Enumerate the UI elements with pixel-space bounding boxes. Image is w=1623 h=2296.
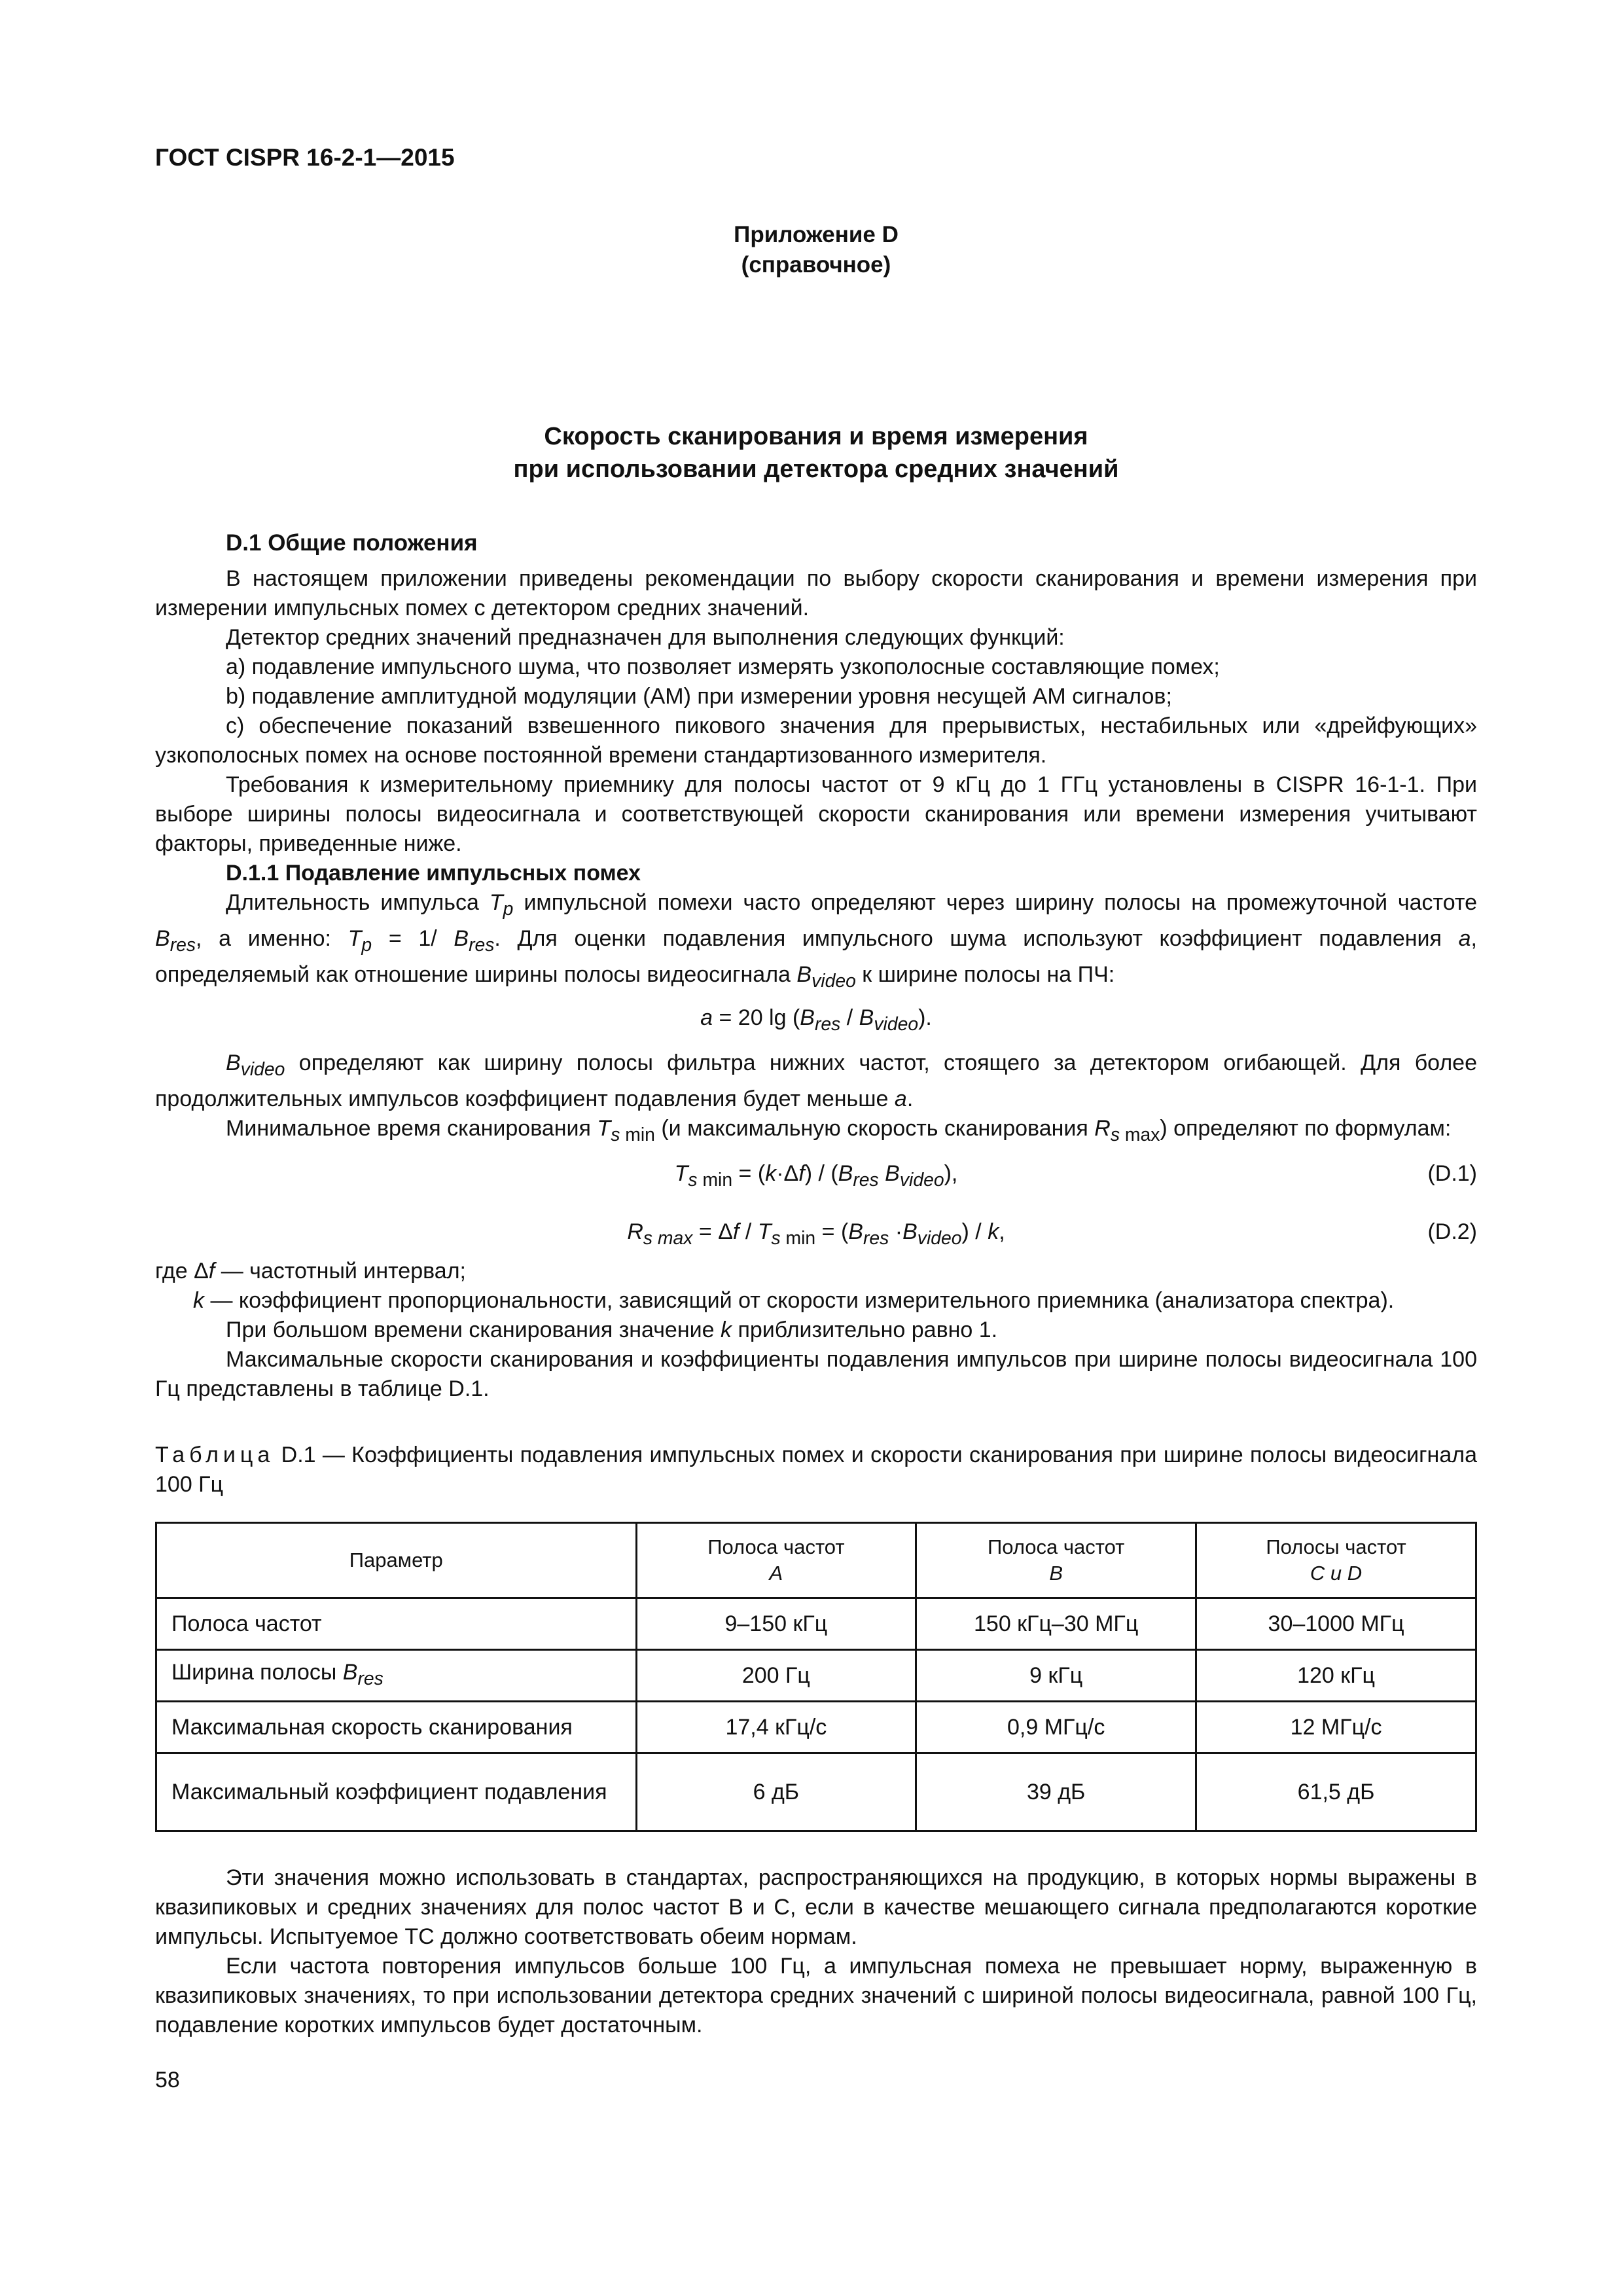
annex-heading — [155, 220, 1477, 280]
table-d1 — [155, 1522, 1477, 1832]
paragraph-scan-time: Минимальное время сканирования $T_s$ $_{min}$ (и максимальную скорость сканирования $R_s$ $_{max}$) определяют по формулам: — [226, 1115, 1452, 1145]
column-header: Полоса частот B — [916, 1523, 1196, 1598]
paragraph: Эти значения можно использовать в стандартах, распространяющихся на продукцию, в которых нормы выражены в квазипиковых и средних значениях для полос частот B и C, если в качестве мешающего сигнала предполагаются короткие импульсы. Испытуемое ТС должно соответствовать обеим нормам. — [155, 1865, 1477, 1950]
paragraph-bvideo: $B_{video}$ определяют как ширину полосы фильтра нижних частот, стоящего за детектором огибающей. Для более продолжительных импульсов коэффициент подавления будет меньше a. — [155, 1050, 1478, 1111]
equation-d2: $R_{s max} = \Delta f / T_s$ $_{min} = (B_{res} \cdot B_{video}) / k$, (D.2) — [155, 1217, 1477, 1253]
document-id: ГОСТ CISPR 16-2-1—2015 — [155, 144, 455, 171]
table-cell: 39 дБ — [916, 1753, 1196, 1831]
paragraph-pulse-duration: Длительность импульса $T_p$ импульсной помехи часто определяют через ширину полосы на промежуточной частоте $B_{res}$, а именно: $T_p = 1/$ $B_{res}$. Для оценки подавления импульсного шума используют коэффициент подавления a, определяемый как отношение ширины полосы видеосигнала $B_{video}$ к ширине полосы на ПЧ: — [155, 890, 1478, 992]
table-cell: 61,5 дБ — [1196, 1753, 1476, 1831]
table-cell: 120 кГц — [1196, 1650, 1476, 1702]
column-header: Параметр — [156, 1523, 637, 1598]
table-cell: 6 дБ — [636, 1753, 916, 1831]
paragraph: Требования к измерительному приемнику для полосы частот от 9 кГц до 1 ГГц установлены в CISPR 16-1-1. При выборе ширины полосы видеосигнала и соответствующей скорости сканирования или времени измерения учитывают факторы, приведенные ниже. — [155, 772, 1477, 856]
table-row — [156, 1650, 1476, 1702]
paragraph: В настоящем приложении приведены рекомендации по выбору скорости сканирования и времени измерения при измерении импульсных помех с детектором средних значений. — [155, 566, 1477, 620]
table-header-row — [156, 1523, 1476, 1598]
list-item-c: c) обеспечение показаний взвешенного пикового значения для прерывистых, нестабильных или «дрейфующих» узкополосных помех на основе постоянной времени стандартизованного измерителя. — [155, 713, 1477, 768]
table-cell: Ширина полосы $B_{res}$ — [156, 1650, 637, 1702]
where-k: k — коэффициент пропорциональности, зависящий от скорости измерительного приемника (анализатора спектра). — [193, 1288, 1395, 1314]
table-cell: 30–1000 МГц — [1196, 1598, 1476, 1650]
section-heading-d1: D.1 Общие положения — [226, 530, 478, 556]
document-page — [155, 144, 1477, 2093]
equation-number: (D.2) — [1427, 1219, 1477, 1244]
column-header: Полосы частот C и D — [1196, 1523, 1476, 1598]
annex-title: Приложение D — [734, 222, 899, 247]
title-line-2: при использовании детектора средних значений — [513, 456, 1119, 483]
table-cell: 12 МГц/с — [1196, 1702, 1476, 1753]
table-cell: 0,9 МГц/с — [916, 1702, 1196, 1753]
table-cell: 200 Гц — [636, 1650, 916, 1702]
paragraph-k: При большом времени сканирования значение k приблизительно равно 1. — [226, 1318, 998, 1343]
table-caption: Таблица D.1 — Коэффициенты подавления импульсных помех и скорости сканирования при ширине полосы видеосигнала 100 Гц — [155, 1443, 1477, 1498]
table-row — [156, 1702, 1476, 1753]
section-heading-d11: D.1.1 Подавление импульсных помех — [226, 861, 641, 886]
table-cell: Максимальная скорость сканирования — [156, 1702, 637, 1753]
list-item-a: a) подавление импульсного шума, что позволяет измерять узкополосные составляющие помех; — [226, 655, 1220, 679]
table-row — [156, 1753, 1476, 1831]
where-df: где Δf — частотный интервал; — [155, 1259, 466, 1284]
table-cell: Максимальный коэффициент подавления — [156, 1753, 637, 1831]
paragraph: Детектор средних значений предназначен для выполнения следующих функций: — [226, 625, 1065, 650]
table-cell: 9–150 кГц — [636, 1598, 916, 1650]
table-row — [156, 1598, 1476, 1650]
title-line-1: Скорость сканирования и время измерения — [544, 423, 1088, 450]
table-cell: 150 кГц–30 МГц — [916, 1598, 1196, 1650]
annex-status: (справочное) — [741, 252, 891, 278]
table-cell: 17,4 кГц/с — [636, 1702, 916, 1753]
formula-suppression: a = 20 $\lg (B_{res} / B_{video})$. — [700, 1005, 932, 1035]
equation-number: (D.1) — [1427, 1160, 1477, 1186]
column-header: Полоса частот A — [636, 1523, 916, 1598]
table-cell: Полоса частот — [156, 1598, 637, 1650]
page-number: 58 — [155, 2068, 180, 2093]
list-item-b: b) подавление амплитудной модуляции (АМ) при измерении уровня несущей АМ сигналов; — [226, 684, 1172, 709]
annex-title-block — [155, 420, 1477, 486]
paragraph: Максимальные скорости сканирования и коэффициенты подавления импульсов при ширине полосы видеосигнала 100 Гц представлены в таблице D.1. — [155, 1347, 1477, 1402]
equation-d1: $T_s$ $_{min} = (k\cdot\Delta f) / (B_{res}$ $B_{video}$), (D.1) — [155, 1159, 1477, 1195]
table-cell: 9 кГц — [916, 1650, 1196, 1702]
paragraph: Если частота повторения импульсов больше 100 Гц, а импульсная помеха не превышает норму, выраженную в квазипиковых значениях, то при использовании детектора средних значений с шириной полосы видеосигнала, равной 100 Гц, подавление коротких импульсов будет достаточным. — [155, 1954, 1477, 2038]
